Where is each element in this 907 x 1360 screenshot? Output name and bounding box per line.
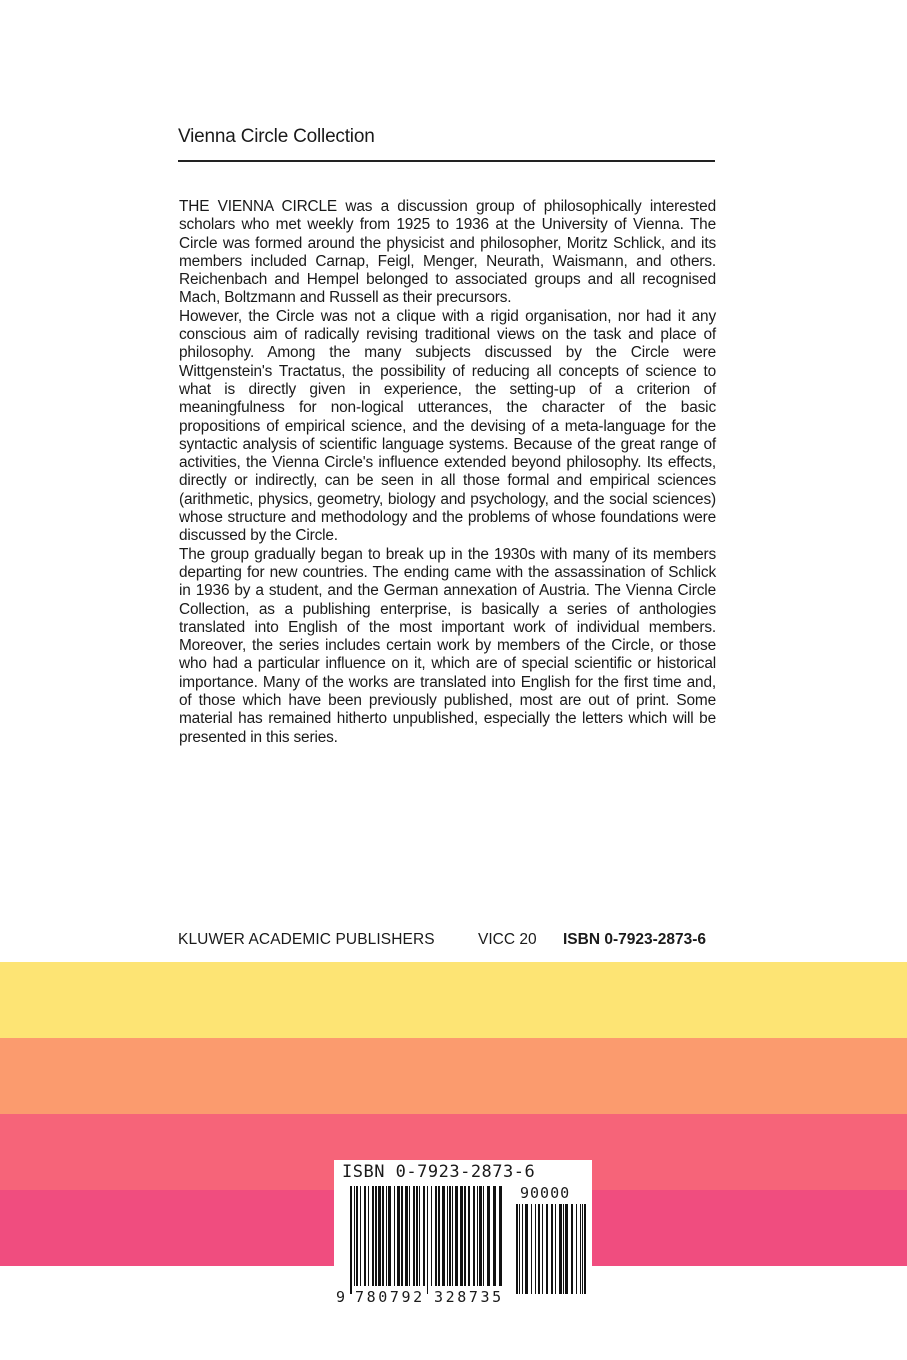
publisher-name: KLUWER ACADEMIC PUBLISHERS: [178, 931, 435, 948]
paragraph-3: The group gradually began to break up in the 1930s with many of its members departing for new countries. The ending came with the assassination of Schlick in 1936 by a student, and the German annexation of Austria. The Vienna Circle Collection, as a publishing enterprise, is basically a series of anthologies translated into English of the most important work of individual members. Moreover, the series includes certain work by members of the Circle, or those who had a particular influence on it, which are of special scientific or historical importance. Many of the works are translated into English for the first time and, of those which have been previously published, most are out of print. Some material has remained hitherto unpublished, especially the letters which will be presented in this series.: [179, 545, 716, 746]
paragraph-2: However, the Circle was not a clique with a rigid organisation, nor had it any conscious aim of radically revising traditional views on the task and place of philosophy. Among the many subjects discussed by the Circle were Wittgenstein's Tractatus, the possibility of reducing all concepts of science to what is directly given in experience, the setting-up of a criterion of meaningfulness for non-logical utterances, the character of the basic propositions of empirical science, and the devising of a meta-language for the syntactic analysis of scientific language systems. Because of the great range of activities, the Vienna Circle's influence extended beyond philosophy. Its effects, directly or indirectly, can be seen in all those formal and empirical sciences (arithmetic, physics, geometry, biology and psychology, and the social sciences) whose structure and methodology and the problems of whose foundations were discussed by the Circle.: [179, 307, 716, 545]
stripe-yellow: [0, 962, 907, 1038]
publisher-line: [178, 931, 723, 949]
description-text: [179, 198, 716, 747]
paragraph-1: THE VIENNA CIRCLE was a discussion group of philosophically interested scholars who met weekly from 1925 to 1936 at the University of Vienna. The Circle was formed around the physicist and philosopher, Moritz Schlick, and its members included Carnap, Feigl, Menger, Neurath, Waismann, and others. Reichenbach and Hempel belonged to associated groups and all recognised Mach, Boltzmann and Russell as their precursors.: [179, 198, 716, 307]
ean-right-group: 328735: [434, 1288, 504, 1306]
series-code: VICC 20: [478, 931, 537, 948]
isbn-label: ISBN 0-7923-2873-6: [563, 931, 707, 948]
barcode: [334, 1160, 592, 1310]
ean-left-group: 780792: [355, 1288, 425, 1306]
series-title: Vienna Circle Collection: [178, 126, 375, 147]
ean-first-digit: 9: [336, 1288, 346, 1306]
barcode-isbn-text: ISBN 0-7923-2873-6: [342, 1162, 536, 1182]
header-divider: [178, 160, 715, 162]
barcode-addon-digits: 90000: [520, 1184, 571, 1202]
stripe-orange: [0, 1038, 907, 1114]
